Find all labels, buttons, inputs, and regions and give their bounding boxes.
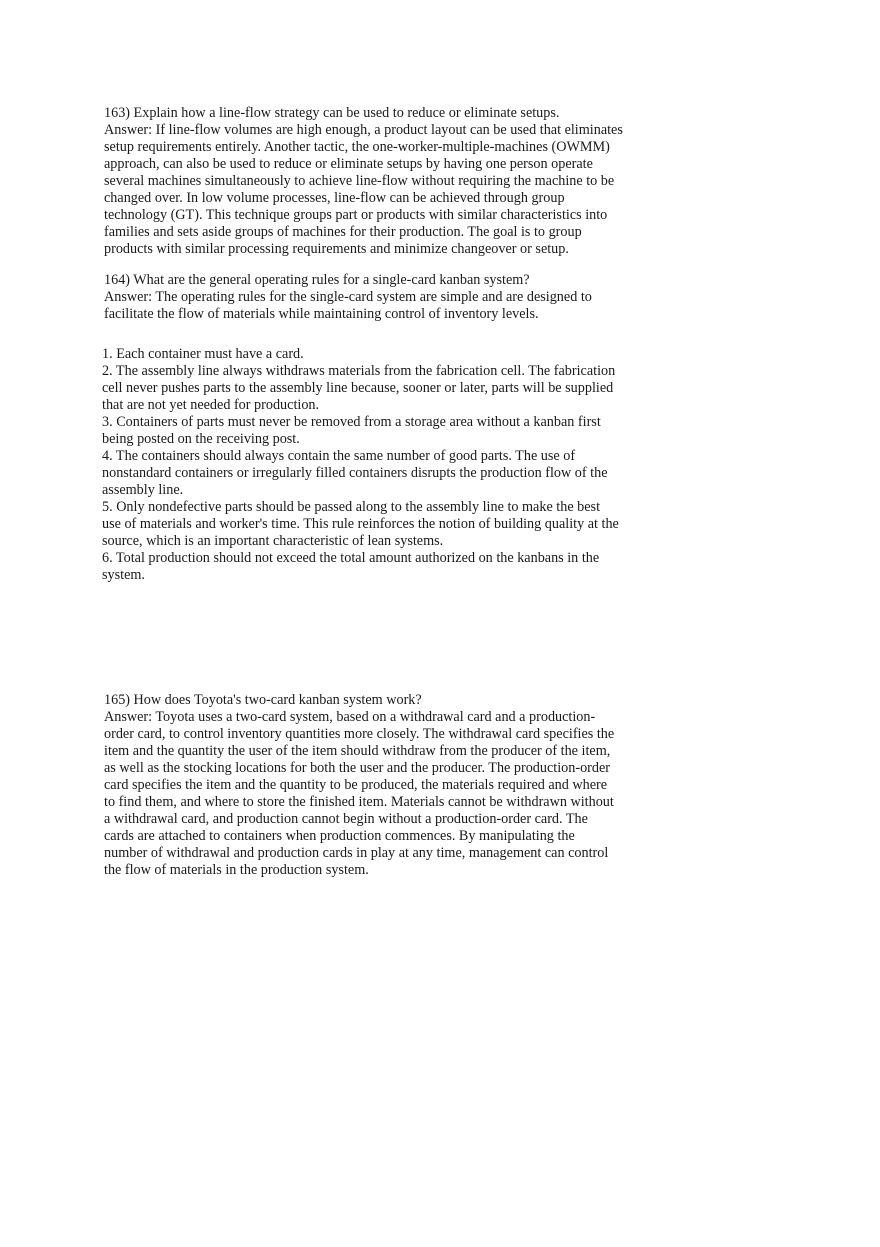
answer-165-line: cards are attached to containers when production commences. By manipulating the	[104, 828, 575, 844]
kanban-rules-list	[102, 346, 662, 584]
answer-165-line: to find them, and where to store the finished item. Materials cannot be withdrawn without	[104, 794, 614, 810]
rule-line: being posted on the receiving post.	[102, 431, 300, 447]
rule-line: 4. The containers should always contain the same number of good parts. The use of	[102, 448, 576, 464]
rule-line: source, which is an important characteristic of lean systems.	[102, 533, 444, 549]
answer-165-line: as well as the stocking locations for both the user and the producer. The production-order	[104, 760, 611, 776]
question-165	[104, 692, 664, 879]
question-163	[104, 105, 664, 258]
question-165-prompt: 165) How does Toyota's two-card kanban system work?	[104, 692, 422, 708]
rule-line: 2. The assembly line always withdraws materials from the fabrication cell. The fabrication	[102, 363, 616, 379]
answer-165-line: item and the quantity the user of the item should withdraw from the producer of the item,	[104, 743, 611, 759]
rule-line: system.	[102, 567, 145, 583]
rule-line: 1. Each container must have a card.	[102, 346, 304, 362]
answer-163-line: approach, can also be used to reduce or eliminate setups by having one person operate	[104, 156, 593, 172]
rule-line: 3. Containers of parts must never be removed from a storage area without a kanban first	[102, 414, 601, 430]
answer-165-line: the flow of materials in the production system.	[104, 862, 369, 878]
answer-165-line: order card, to control inventory quantities more closely. The withdrawal card specifies the	[104, 726, 615, 742]
question-164	[104, 272, 664, 323]
answer-165-line: Answer: Toyota uses a two-card system, based on a withdrawal card and a production-	[104, 709, 596, 725]
answer-163-line: products with similar processing requirements and minimize changeover or setup.	[104, 241, 569, 257]
answer-163-line: families and sets aside groups of machines for their production. The goal is to group	[104, 224, 582, 240]
answer-163-line: setup requirements entirely. Another tactic, the one-worker-multiple-machines (OWMM)	[104, 139, 610, 155]
question-164-prompt: 164) What are the general operating rules for a single-card kanban system?	[104, 272, 530, 288]
rule-line: use of materials and worker's time. This rule reinforces the notion of building quality at the	[102, 516, 619, 532]
answer-164-line: Answer: The operating rules for the single-card system are simple and are designed to	[104, 289, 592, 305]
answer-164-line: facilitate the flow of materials while maintaining control of inventory levels.	[104, 306, 539, 322]
answer-165-line: card specifies the item and the quantity to be produced, the materials required and where	[104, 777, 608, 793]
answer-163-line: several machines simultaneously to achieve line-flow without requiring the machine to be	[104, 173, 615, 189]
rule-line: nonstandard containers or irregularly filled containers disrupts the production flow of the	[102, 465, 608, 481]
question-163-prompt: 163) Explain how a line-flow strategy can be used to reduce or eliminate setups.	[104, 105, 560, 121]
rule-line: 5. Only nondefective parts should be passed along to the assembly line to make the best	[102, 499, 601, 515]
answer-165-line: number of withdrawal and production cards in play at any time, management can control	[104, 845, 609, 861]
rule-line: 6. Total production should not exceed the total amount authorized on the kanbans in the	[102, 550, 600, 566]
rule-line: that are not yet needed for production.	[102, 397, 320, 413]
rule-line: assembly line.	[102, 482, 184, 498]
rule-line: cell never pushes parts to the assembly line because, sooner or later, parts will be supplied	[102, 380, 614, 396]
answer-163-line: changed over. In low volume processes, line-flow can be achieved through group	[104, 190, 565, 206]
answer-163-line: technology (GT). This technique groups part or products with similar characteristics into	[104, 207, 608, 223]
answer-165-line: a withdrawal card, and production cannot begin without a production-order card. The	[104, 811, 588, 827]
answer-163-line: Answer: If line-flow volumes are high enough, a product layout can be used that eliminates	[104, 122, 623, 138]
